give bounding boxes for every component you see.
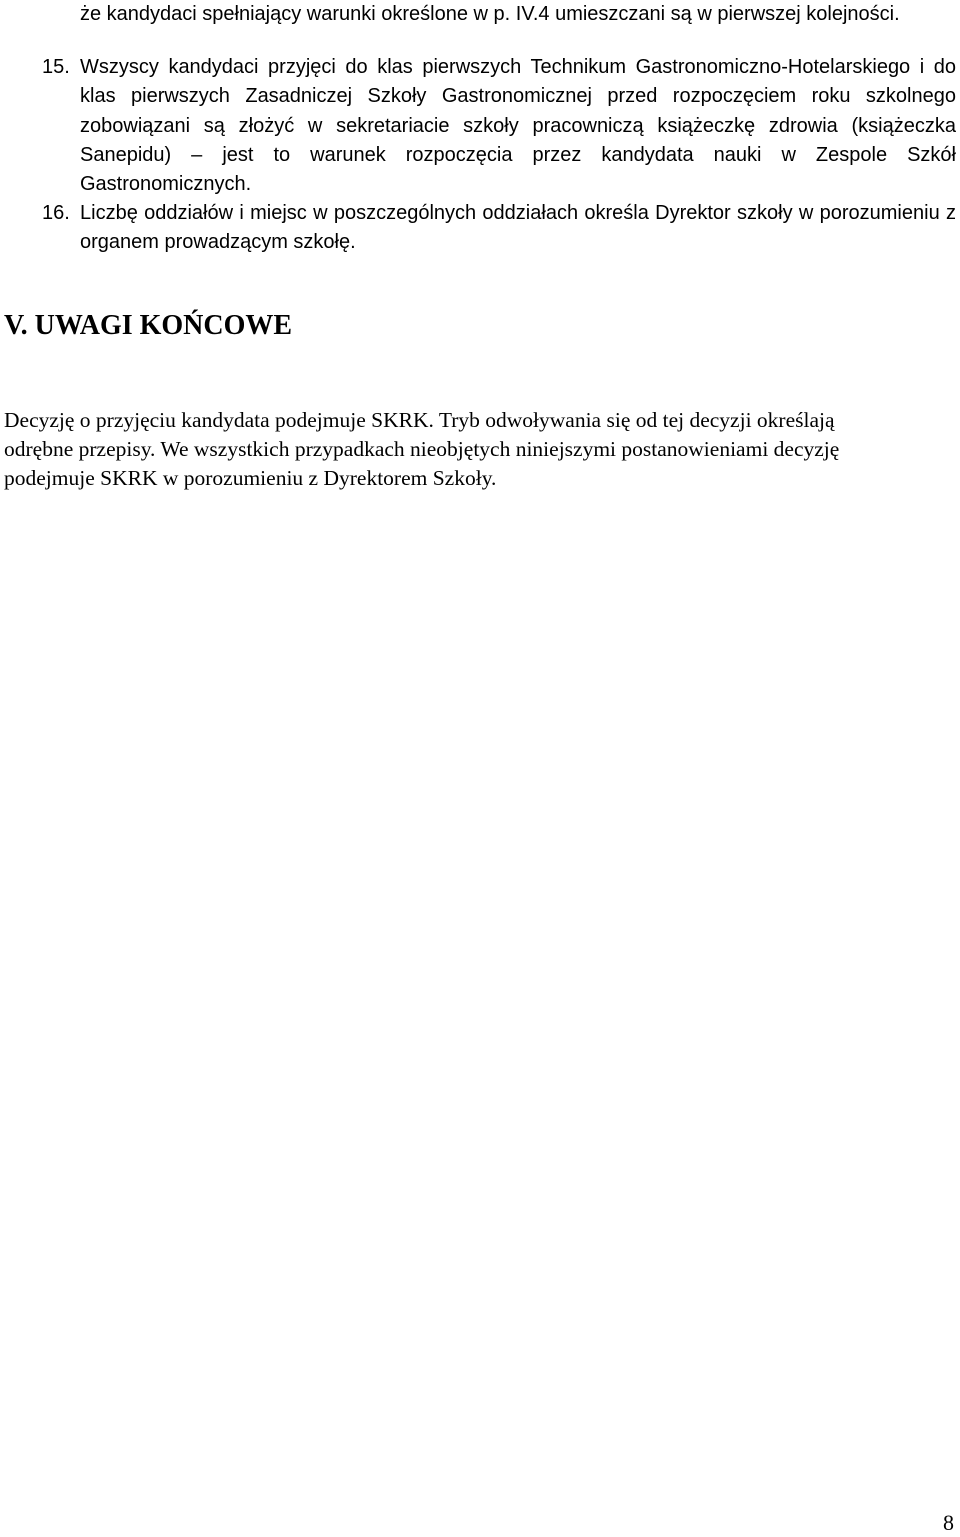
- list-item-number: 16.: [42, 202, 70, 224]
- list-item-number: 15.: [42, 56, 70, 78]
- page-number: 8: [943, 1510, 954, 1535]
- list-item-text: Wszyscy kandydaci przyjęci do klas pierwszych Technikum Gastronomiczno-Hotelarskiego i do klas pierwszych Zasadniczej Szkoły Gastronomicznej przed rozpoczęciem roku szkolnego zobowiązani są złożyć w sekretariacie szkoły pracowniczą książeczkę zdrowia (książeczka Sanepidu) – jest to warunek rozpoczęcia przez kandydata nauki w Zespole Szkół Gastronomicznych.: [80, 56, 956, 196]
- list-item: [42, 199, 956, 258]
- continuation-paragraph: [80, 0, 956, 29]
- continuation-text: że kandydaci spełniający warunki określone w p. IV.4 umieszczani są w pierwszej kolejności.: [80, 3, 900, 25]
- closing-paragraph: Decyzję o przyjęciu kandydata podejmuje SKRK. Tryb odwoływania się od tej decyzji określają odrębne przepisy. We wszystkich przypadkach nieobjętych niniejszymi postanowieniami decyzję podejmuje SKRK w porozumieniu z Dyrektorem Szkoły.: [4, 408, 840, 491]
- list-item-text: Liczbę oddziałów i miejsc w poszczególnych oddziałach określa Dyrektor szkoły w porozumieniu z organem prowadzącym szkołę.: [80, 202, 956, 254]
- list-item: [42, 53, 956, 199]
- section-heading: V. UWAGI KOŃCOWE: [4, 310, 293, 341]
